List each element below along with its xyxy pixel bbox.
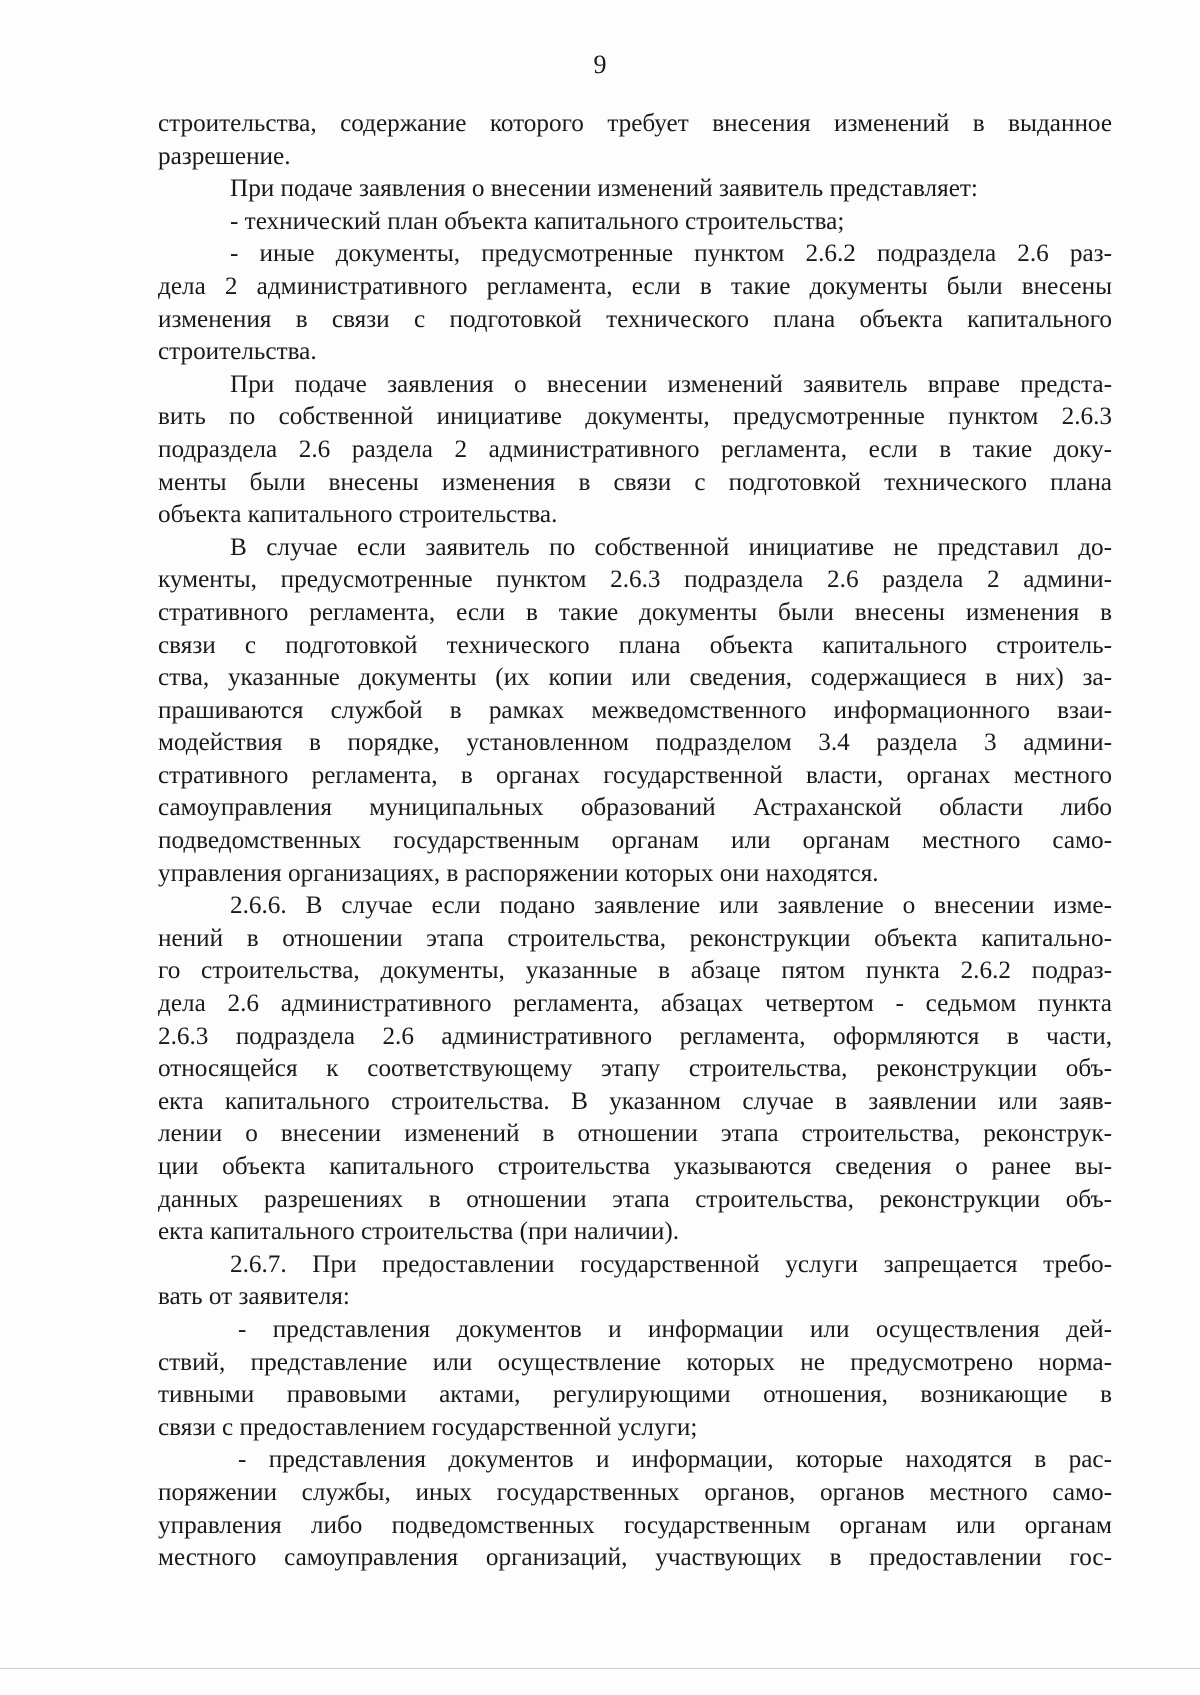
text-line: екта капитального строительства. В указанном случае в заявлении или заяв- bbox=[158, 1087, 1112, 1115]
text-line: При подаче заявления о внесении изменений заявитель представляет: bbox=[230, 175, 978, 203]
text-line: тивными правовыми актами, регулирующими отношения, возникающие в bbox=[158, 1381, 1112, 1409]
text-line: ства, указанные документы (их копии или сведения, содержащиеся в них) за- bbox=[158, 664, 1112, 692]
text-line: данных разрешениях в отношении этапа строительства, реконструкции объ- bbox=[158, 1185, 1112, 1213]
text-line: дела 2 административного регламента, если в такие документы были внесены bbox=[158, 272, 1112, 300]
text-line: В случае если заявитель по собственной инициативе не представил до- bbox=[230, 533, 1112, 561]
text-line: дела 2.6 административного регламента, абзацах четвертом - седьмом пункта bbox=[158, 990, 1112, 1018]
text-line: 2.6.3 подраздела 2.6 административного регламента, оформляются в части, bbox=[158, 1022, 1112, 1050]
text-line: связи с подготовкой технического плана объекта капитального строитель- bbox=[158, 631, 1112, 659]
scan-edge-line bbox=[0, 1668, 1200, 1669]
text-line: местного самоуправления организаций, участвующих в предоставлении гос- bbox=[158, 1544, 1112, 1572]
text-line: связи с предоставлением государственной услуги; bbox=[158, 1413, 698, 1441]
text-line: - представления документов и информации, которые находятся в рас- bbox=[238, 1446, 1112, 1474]
text-line: строительства. bbox=[158, 338, 317, 366]
text-line: поряжении службы, иных государственных органов, органов местного само- bbox=[158, 1478, 1112, 1506]
text-line: объекта капитального строительства. bbox=[158, 501, 558, 529]
text-line: подведомственных государственным органам или органам местного само- bbox=[158, 827, 1112, 855]
text-line: При подаче заявления о внесении изменений заявитель вправе предста- bbox=[230, 370, 1112, 398]
text-line: менты были внесены изменения в связи с подготовкой технического плана bbox=[158, 468, 1112, 496]
text-line: ции объекта капитального строительства указываются сведения о ранее вы- bbox=[158, 1153, 1112, 1180]
text-line: 2.6.6. В случае если подано заявление или заявление о внесении изме- bbox=[230, 892, 1112, 920]
text-line: нений в отношении этапа строительства, реконструкции объекта капитально- bbox=[158, 924, 1112, 952]
text-line: - иные документы, предусмотренные пунктом 2.6.2 подраздела 2.6 раз- bbox=[230, 240, 1112, 268]
text-line: относящейся к соответствующему этапу строительства, реконструкции объ- bbox=[158, 1055, 1112, 1083]
text-line: изменения в связи с подготовкой технического плана объекта капитального bbox=[158, 305, 1112, 333]
text-line: строительства, содержание которого требует внесения изменений в выданное bbox=[158, 110, 1112, 137]
text-line: лении о внесении изменений в отношении этапа строительства, реконструк- bbox=[158, 1120, 1112, 1148]
text-line: 2.6.7. При предоставлении государственной услуги запрещается требо- bbox=[230, 1250, 1112, 1278]
text-line: екта капитального строительства (при наличии). bbox=[158, 1218, 680, 1246]
text-line: ствий, представление или осуществление которых не предусмотрено норма- bbox=[158, 1348, 1112, 1376]
text-line: управления организациях, в распоряжении которых они находятся. bbox=[158, 859, 879, 887]
text-line: самоуправления муниципальных образований Астраханской области либо bbox=[158, 794, 1112, 822]
text-line: управления либо подведомственных государственным органам или органам bbox=[158, 1511, 1112, 1539]
text-line: подраздела 2.6 раздела 2 административного регламента, если в такие доку- bbox=[158, 435, 1112, 463]
text-line: прашиваются службой в рамках межведомственного информационного взаи- bbox=[158, 696, 1112, 724]
text-line: вать от заявителя: bbox=[158, 1283, 350, 1311]
text-line: вить по собственной инициативе документы, предусмотренные пунктом 2.6.3 bbox=[158, 403, 1112, 431]
text-line: - технический план объекта капитального строительства; bbox=[230, 207, 845, 235]
text-line: го строительства, документы, указанные в абзаце пятом пункта 2.6.2 подраз- bbox=[158, 957, 1112, 985]
text-line: стративного регламента, в органах государственной власти, органах местного bbox=[158, 761, 1112, 789]
text-line: стративного регламента, если в такие документы были внесены изменения в bbox=[158, 598, 1112, 626]
page-number: 9 bbox=[593, 50, 607, 79]
text-line: кументы, предусмотренные пунктом 2.6.3 подраздела 2.6 раздела 2 админи- bbox=[158, 566, 1112, 594]
text-line: разрешение. bbox=[158, 142, 291, 170]
text-line: модействия в порядке, установленном подразделом 3.4 раздела 3 админи- bbox=[158, 729, 1112, 757]
document-body bbox=[158, 108, 1112, 1575]
text-line: - представления документов и информации или осуществления дей- bbox=[238, 1315, 1112, 1343]
